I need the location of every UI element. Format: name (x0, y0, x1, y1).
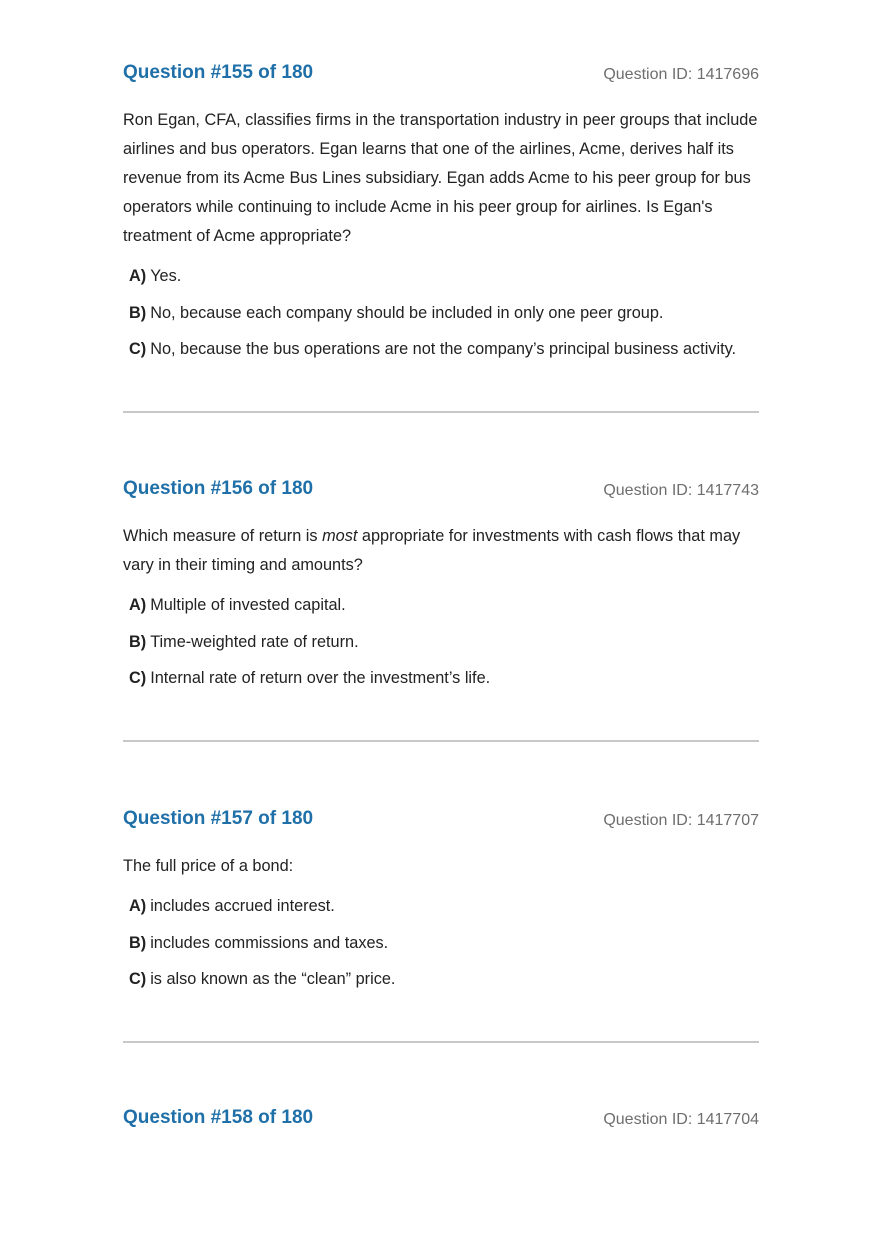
option-text: includes accrued interest. (150, 897, 335, 915)
question-text-part: Which measure of return is (123, 527, 323, 545)
question-id: Question ID: 1417704 (603, 1111, 759, 1128)
option-letter: C) (129, 970, 147, 988)
option-letter: A) (129, 267, 147, 285)
answer-option-a[interactable] (123, 594, 759, 616)
option-text: Yes. (150, 267, 182, 285)
answer-option-c[interactable] (123, 968, 759, 990)
question-text-part: The full price of a bond: (123, 857, 294, 875)
question-158 (123, 1105, 759, 1135)
question-id: Question ID: 1417696 (603, 66, 759, 83)
answer-option-a[interactable] (123, 265, 759, 287)
answer-options (123, 594, 759, 689)
answer-options (123, 895, 759, 990)
option-letter: C) (129, 340, 147, 358)
question-id: Question ID: 1417743 (603, 482, 759, 499)
answer-option-a[interactable] (123, 895, 759, 917)
answer-option-c[interactable] (123, 667, 759, 689)
question-header (123, 60, 759, 90)
option-letter: B) (129, 303, 147, 322)
option-letter: B) (129, 632, 147, 651)
question-title: Question #157 of 180 (123, 808, 314, 829)
question-header (123, 1105, 759, 1135)
option-text: includes commissions and taxes. (150, 933, 389, 952)
question-text-part: Ron Egan, CFA, classifies firms in the transportation industry in peer groups that include airlines and bus operators. Egan learns that one of the airlines, Acme, derives half its revenue from its Acme Bus Lines subsidiary. Egan adds Acme to his peer group for bus operators while continuing to include Acme in his peer group for airlines. Is Egan's treatment of Acme appropriate? (123, 111, 758, 245)
option-text: is also known as the “clean” price. (150, 970, 396, 988)
option-letter: C) (129, 669, 147, 687)
question-text (123, 106, 759, 251)
question-title: Question #158 of 180 (123, 1107, 314, 1128)
answer-option-c[interactable] (123, 338, 759, 360)
question-header (123, 476, 759, 506)
question-text-emphasis: most (322, 527, 358, 545)
option-text: Time-weighted rate of return. (150, 632, 359, 651)
question-divider (123, 740, 759, 742)
option-letter: B) (129, 933, 147, 952)
question-title: Question #156 of 180 (123, 478, 314, 499)
option-letter: A) (129, 897, 147, 915)
question-text (123, 852, 759, 881)
question-155 (123, 60, 759, 375)
option-text: Internal rate of return over the investment’s life. (150, 669, 491, 687)
question-text (123, 522, 759, 580)
answer-option-b[interactable] (123, 631, 759, 653)
question-divider (123, 1041, 759, 1043)
option-letter: A) (129, 596, 147, 614)
question-157 (123, 806, 759, 1005)
question-header (123, 806, 759, 836)
answer-option-b[interactable] (123, 932, 759, 954)
option-text: Multiple of invested capital. (150, 596, 346, 614)
answer-options (123, 265, 759, 360)
question-divider (123, 411, 759, 413)
question-text-part: appropriate for investments with cash flows that may vary in their timing and amounts? (123, 527, 741, 574)
question-title: Question #155 of 180 (123, 62, 314, 83)
question-156 (123, 476, 759, 704)
option-text: No, because each company should be included in only one peer group. (150, 303, 664, 322)
option-text: No, because the bus operations are not the company’s principal business activity. (150, 340, 737, 358)
question-id: Question ID: 1417707 (603, 812, 759, 829)
answer-option-b[interactable] (123, 302, 759, 324)
